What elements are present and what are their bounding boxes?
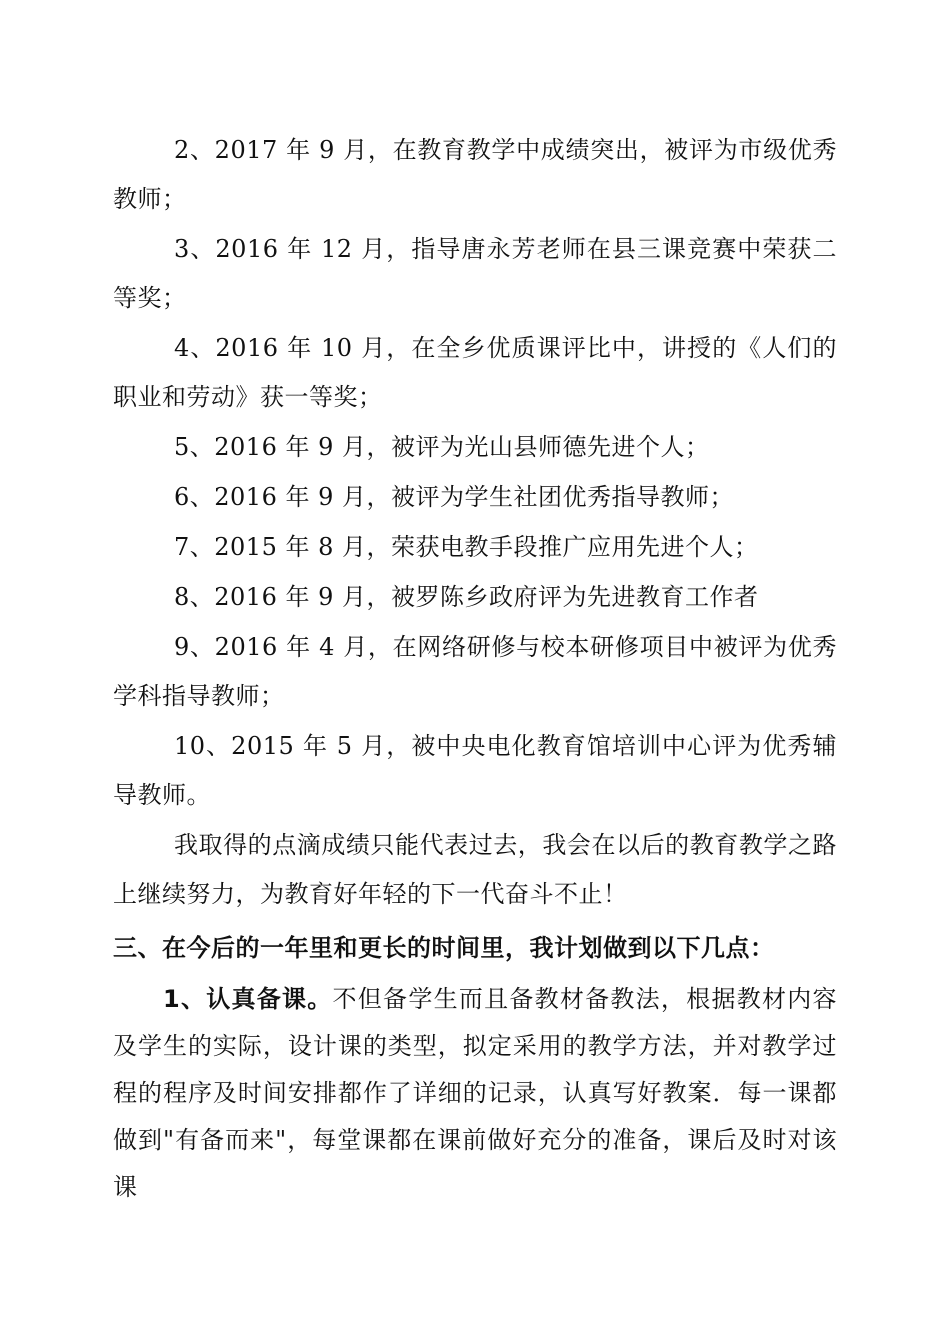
plan-item-1 bbox=[113, 976, 837, 1211]
award-item-7: 7、2015 年 8 月，荣获电教手段推广应用先进个人； bbox=[174, 533, 759, 561]
award-item-8: 8、2016 年 9 月，被罗陈乡政府评为先进教育工作者 bbox=[174, 583, 759, 611]
section-heading: 三、在今后的一年里和更长的时间里，我计划做到以下几点： bbox=[113, 934, 775, 962]
plan-item-1-body: 不但备学生而且备教材备教法，根据教材内容及学生的实际，设计课的类型，拟定采用的教学方法，并对教学过程的程序及时间安排都作了详细的记录，认真写好教案．每一课都做到"有备而来"，每堂课都在课前做好充分的准备，课后及时对该课 bbox=[113, 985, 837, 1201]
document-body bbox=[113, 126, 837, 1211]
award-item-5: 5、2016 年 9 月，被评为光山县师德先进个人； bbox=[174, 433, 710, 461]
award-item-2: 2、2017 年 9 月，在教育教学中成绩突出，被评为市级优秀教师； bbox=[113, 136, 837, 213]
award-item-3: 3、2016 年 12 月，指导唐永芳老师在县三课竞赛中荣获二等奖； bbox=[113, 235, 837, 312]
award-item-4: 4、2016 年 10 月，在全乡优质课评比中，讲授的《人们的职业和劳动》获一等奖； bbox=[113, 334, 837, 411]
summary-paragraph: 我取得的点滴成绩只能代表过去，我会在以后的教育教学之路上继续努力，为教育好年轻的下一代奋斗不止！ bbox=[113, 831, 837, 908]
plan-item-1-lead: 1、认真备课。 bbox=[163, 985, 333, 1013]
award-item-10: 10、2015 年 5 月，被中央电化教育馆培训中心评为优秀辅导教师。 bbox=[113, 732, 837, 809]
award-item-9: 9、2016 年 4 月，在网络研修与校本研修项目中被评为优秀学科指导教师； bbox=[113, 633, 837, 710]
award-item-6: 6、2016 年 9 月，被评为学生社团优秀指导教师； bbox=[174, 483, 735, 511]
